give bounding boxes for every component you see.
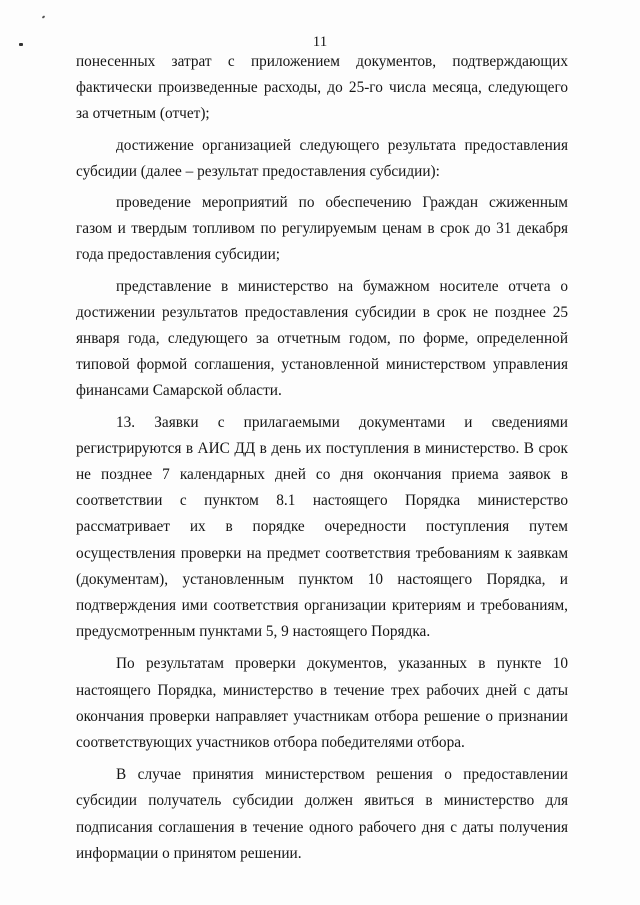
paragraph-review-results: По результатам проверки документов, указанных в пункте 10 настоящего Порядка, министерство в течение трех рабочих дней с даты окончания проверки направляет участникам отбора решение о признании соответствующих участников отбора победителями отбора. bbox=[76, 655, 568, 752]
page-number: 11 bbox=[312, 34, 328, 50]
scan-speck bbox=[42, 15, 46, 18]
paragraph-continuation: понесенных затрат с приложением документов, подтверждающих фактически произведенные расходы, до 25-го числа месяца, следующего за отчетным (отчет); bbox=[76, 53, 568, 123]
paragraph-section-13: 13. Заявки с прилагаемыми документами и сведениями регистрируются в АИС ДД в день их поступления в министерство. В срок не позднее 7 календарных дней со дня окончания приема заявок в соответствии с пунктом 8.1 настоящего Порядка министерство рассматривает их в порядке очередности поступления путем осуществления проверки на предмет соответствия требованиям к заявкам (документам), установленным пунктом 10 настоящего Порядка, и подтверждения ими соответствия организации критериям и требованиям, предусмотренным пунктами 5, 9 настоящего Порядка. bbox=[76, 413, 568, 641]
paragraph-agreement-signing: В случае принятия министерством решения о предоставлении субсидии получатель субсидии должен явиться в министерство для подписания соглашения в течение одного рабочего дня с даты получения информации о принятом решении. bbox=[76, 766, 568, 862]
document-body bbox=[76, 49, 568, 867]
paragraph-result-achievement: достижение организацией следующего результата предоставления субсидии (далее – результат предоставления субсидии): bbox=[76, 136, 568, 180]
paragraph-report-submission: представление в министерство на бумажном носителе отчета о достижении результатов предоставления субсидии в срок не позднее 25 января года, следующего за отчетным годом, по форме, определенной типовой формой соглашения, установленной министерством управления финансами Самарской области. bbox=[76, 277, 568, 400]
paragraph-gas-fuel-supply: проведение мероприятий по обеспечению Граждан сжиженным газом и твердым топливом по регулируемым ценам в срок до 31 декабря года предоставления субсидии; bbox=[76, 194, 568, 264]
